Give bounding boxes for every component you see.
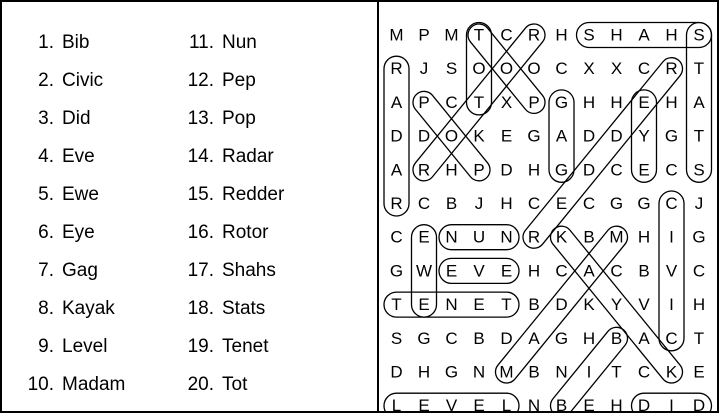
grid-letter: B bbox=[528, 295, 540, 315]
grid-letter: X bbox=[610, 59, 623, 79]
grid-letter: O bbox=[444, 126, 459, 146]
word-text: Pop bbox=[222, 108, 256, 129]
word-list-item bbox=[20, 374, 125, 396]
grid-letter: T bbox=[391, 295, 402, 315]
grid-letter: A bbox=[693, 92, 705, 112]
grid-letter: K bbox=[665, 362, 678, 382]
grid-letter: T bbox=[501, 295, 512, 315]
grid-letter: C bbox=[527, 194, 541, 213]
word-number: 10. bbox=[27, 374, 54, 395]
grid-letter: H bbox=[610, 92, 623, 112]
grid-letter: E bbox=[638, 160, 650, 180]
grid-letter: G bbox=[554, 92, 569, 112]
grid-letter: H bbox=[665, 25, 678, 45]
grid-letter: H bbox=[417, 362, 431, 382]
grid-letter: X bbox=[583, 59, 595, 79]
word-list-item bbox=[180, 70, 256, 92]
grid-letter: E bbox=[555, 194, 568, 213]
word-number: 19. bbox=[187, 336, 214, 357]
word-text: Redder bbox=[222, 184, 285, 205]
grid-letter: A bbox=[555, 126, 568, 146]
word-number: 17. bbox=[187, 260, 214, 281]
grid-letter: P bbox=[528, 92, 540, 112]
grid-letter: R bbox=[527, 25, 541, 45]
grid-letter: D bbox=[582, 160, 596, 180]
grid-letter: N bbox=[445, 295, 458, 315]
grid-letter: J bbox=[474, 194, 484, 213]
word-list-item bbox=[20, 222, 95, 244]
grid-letter: S bbox=[693, 25, 705, 45]
grid-letter: C bbox=[555, 59, 568, 79]
grid-letter: N bbox=[527, 396, 541, 413]
grid-letter: B bbox=[445, 194, 458, 213]
word-number: 18. bbox=[187, 298, 214, 319]
word-text: Tot bbox=[222, 374, 248, 395]
word-list-item bbox=[20, 32, 89, 54]
word-list-item bbox=[180, 32, 257, 54]
grid-letter: P bbox=[418, 92, 430, 112]
word-list-item bbox=[180, 108, 256, 130]
word-number: 7. bbox=[38, 260, 54, 281]
word-list-item bbox=[180, 260, 276, 282]
word-number: 11. bbox=[188, 32, 214, 53]
word-number: 12. bbox=[187, 70, 214, 91]
grid-letter: D bbox=[500, 328, 513, 348]
grid-letter: M bbox=[444, 25, 459, 45]
grid-letter: P bbox=[473, 160, 485, 180]
grid-letter: X bbox=[500, 92, 513, 112]
word-text: Ewe bbox=[62, 184, 99, 205]
grid-letter: S bbox=[693, 160, 705, 180]
found-word-loop bbox=[519, 53, 687, 252]
grid-letter: V bbox=[638, 295, 650, 315]
grid-letter: D bbox=[692, 396, 706, 413]
word-number: 20. bbox=[187, 374, 214, 395]
word-number: 1. bbox=[38, 32, 54, 53]
grid-letter: B bbox=[583, 227, 595, 247]
word-number: 5. bbox=[38, 184, 54, 205]
grid-letter: E bbox=[638, 92, 650, 112]
grid-letter: H bbox=[445, 160, 458, 180]
grid-letter: I bbox=[586, 362, 592, 382]
grid-letter: T bbox=[473, 92, 485, 112]
word-list-item bbox=[180, 374, 247, 396]
grid-letter: R bbox=[390, 59, 403, 79]
grid-letter: S bbox=[583, 25, 595, 45]
grid-letter: D bbox=[500, 160, 513, 180]
grid-letter: R bbox=[390, 194, 403, 213]
word-list-item bbox=[20, 298, 115, 320]
word-text: Bib bbox=[62, 32, 90, 53]
grid-letter: G bbox=[664, 126, 679, 146]
grid-letter: D bbox=[610, 126, 623, 146]
word-text: Kayak bbox=[62, 298, 115, 319]
word-list-item bbox=[20, 184, 99, 206]
grid-letter: E bbox=[473, 396, 485, 413]
grid-letter: J bbox=[419, 59, 429, 79]
word-list-item bbox=[180, 222, 268, 244]
grid-letter: B bbox=[638, 261, 650, 281]
word-number: 13. bbox=[187, 108, 214, 129]
word-number: 16. bbox=[187, 222, 214, 243]
word-text: Madam bbox=[62, 374, 126, 395]
grid-letter: G bbox=[554, 160, 569, 180]
grid-letter: T bbox=[693, 126, 705, 146]
grid-letter: E bbox=[583, 396, 595, 413]
grid-letter: C bbox=[665, 328, 678, 348]
grid-letter: C bbox=[665, 160, 678, 180]
grid-letter: K bbox=[473, 126, 485, 146]
grid-letter: S bbox=[445, 59, 458, 79]
grid-letter: B bbox=[528, 362, 540, 382]
grid-letter: C bbox=[610, 160, 623, 180]
grid-letter: M bbox=[499, 362, 514, 382]
grid-letter: C bbox=[637, 59, 651, 79]
grid-letter: R bbox=[527, 227, 541, 247]
word-list-item bbox=[180, 146, 274, 168]
grid-letter: H bbox=[582, 92, 596, 112]
grid-letter: E bbox=[418, 295, 430, 315]
grid-letter: C bbox=[692, 261, 706, 281]
grid-letter: G bbox=[527, 126, 541, 146]
word-number: 9. bbox=[38, 336, 54, 357]
grid-letter: O bbox=[472, 59, 486, 79]
grid-letter: R bbox=[665, 59, 678, 79]
grid-letter: C bbox=[610, 261, 623, 281]
grid-letter: H bbox=[692, 295, 706, 315]
word-list-item bbox=[20, 260, 98, 282]
grid-letter: H bbox=[500, 194, 513, 213]
word-number: 4. bbox=[38, 146, 54, 167]
grid-letter: G bbox=[417, 328, 431, 348]
grid-letter: D bbox=[390, 126, 403, 146]
word-list-item bbox=[180, 184, 284, 206]
word-text: Tenet bbox=[222, 336, 269, 357]
grid-letter: A bbox=[638, 25, 650, 45]
word-number: 3. bbox=[38, 108, 54, 129]
word-text: Did bbox=[62, 108, 91, 129]
grid-letter: H bbox=[527, 160, 541, 180]
word-text: Radar bbox=[222, 146, 274, 167]
grid-letter: D bbox=[582, 126, 596, 146]
grid-letter: A bbox=[528, 328, 540, 348]
grid-letter: V bbox=[445, 396, 458, 413]
grid-letter: G bbox=[444, 362, 459, 382]
grid-letter: N bbox=[472, 362, 486, 382]
grid-letter: C bbox=[637, 362, 651, 382]
grid-letter: K bbox=[583, 295, 595, 315]
grid-letter: C bbox=[445, 328, 458, 348]
word-text: Eve bbox=[62, 146, 95, 167]
grid-letter: A bbox=[390, 92, 403, 112]
word-text: Rotor bbox=[222, 222, 269, 243]
grid-letter: E bbox=[473, 295, 485, 315]
grid-letter: N bbox=[445, 227, 458, 247]
word-list-item bbox=[180, 336, 268, 358]
grid-letter: M bbox=[389, 25, 404, 45]
grid-letter: A bbox=[583, 261, 595, 281]
grid-letter: C bbox=[555, 261, 568, 281]
word-number: 15. bbox=[187, 184, 214, 205]
grid-letter: I bbox=[669, 295, 674, 315]
grid-letter: Y bbox=[638, 126, 650, 146]
grid-letter: O bbox=[527, 59, 541, 79]
grid-letter: L bbox=[501, 396, 512, 413]
grid-letter: E bbox=[500, 261, 513, 281]
word-text: Nun bbox=[222, 32, 257, 53]
grid-letter: B bbox=[555, 396, 568, 413]
grid-letter: D bbox=[555, 295, 568, 315]
grid-letter: I bbox=[669, 396, 674, 413]
grid-letter: L bbox=[391, 396, 402, 413]
grid-letter: H bbox=[555, 25, 568, 45]
word-list-item bbox=[20, 70, 103, 92]
grid-letter: K bbox=[555, 227, 568, 247]
grid-letter: G bbox=[637, 194, 651, 213]
grid-letter: V bbox=[473, 261, 485, 281]
grid-letter: P bbox=[418, 25, 430, 45]
grid-letter: E bbox=[500, 126, 513, 146]
word-text: Stats bbox=[222, 298, 266, 319]
grid-letter: N bbox=[500, 227, 513, 247]
grid-letter: S bbox=[390, 328, 403, 348]
word-list-item bbox=[180, 298, 265, 320]
grid-letter: G bbox=[609, 194, 624, 213]
grid-letter: Y bbox=[610, 295, 623, 315]
word-list-item bbox=[20, 146, 95, 168]
grid-letter: H bbox=[665, 92, 678, 112]
grid-letter: E bbox=[418, 396, 430, 413]
word-number: 2. bbox=[38, 70, 54, 91]
grid-letter: G bbox=[389, 261, 404, 281]
grid-letter: E bbox=[418, 227, 430, 247]
grid-letter: D bbox=[417, 126, 431, 146]
word-text: Shahs bbox=[222, 260, 276, 281]
grid-letter: R bbox=[417, 160, 431, 180]
grid-letter: T bbox=[611, 362, 622, 382]
word-text: Level bbox=[62, 336, 108, 357]
grid-letter: O bbox=[499, 59, 514, 79]
grid-letter: A bbox=[390, 160, 403, 180]
grid-letter: T bbox=[693, 328, 705, 348]
grid-letter: B bbox=[473, 328, 485, 348]
word-list-item bbox=[20, 336, 107, 358]
grid-letter: D bbox=[390, 362, 403, 382]
grid-letter: G bbox=[692, 227, 706, 247]
grid-letter: H bbox=[527, 261, 541, 281]
grid-letter: E bbox=[445, 261, 458, 281]
grid-letter: N bbox=[555, 362, 568, 382]
grid-letter: T bbox=[473, 25, 485, 45]
word-number: 8. bbox=[38, 298, 54, 319]
grid-letter: H bbox=[610, 396, 623, 413]
grid-letter: J bbox=[694, 194, 704, 213]
grid-letter: T bbox=[693, 59, 705, 79]
grid-letter: W bbox=[415, 261, 433, 281]
grid-letter: D bbox=[637, 396, 651, 413]
word-text: Civic bbox=[62, 70, 104, 91]
grid-letter: H bbox=[637, 227, 651, 247]
grid-letter: I bbox=[669, 227, 674, 247]
grid-letter: C bbox=[665, 194, 678, 213]
grid-letter: C bbox=[500, 25, 513, 45]
word-text: Gag bbox=[62, 260, 98, 281]
word-text: Pep bbox=[222, 70, 256, 91]
grid-letter: C bbox=[417, 194, 431, 213]
grid-letter: C bbox=[390, 227, 403, 247]
grid-letter: C bbox=[445, 92, 458, 112]
grid-letter: B bbox=[610, 328, 623, 348]
grid-letter: G bbox=[554, 328, 569, 348]
grid-letter: H bbox=[582, 328, 596, 348]
letter-grid bbox=[379, 2, 719, 413]
word-text: Eye bbox=[62, 222, 95, 243]
grid-letter: V bbox=[665, 261, 678, 281]
grid-letter: E bbox=[693, 362, 705, 382]
word-list-item bbox=[20, 108, 91, 130]
word-number: 14. bbox=[187, 146, 214, 167]
grid-letter: H bbox=[610, 25, 623, 45]
grid-letter: U bbox=[472, 227, 486, 247]
grid-letter: A bbox=[638, 328, 650, 348]
grid-letter: M bbox=[609, 227, 624, 247]
grid-letter: C bbox=[582, 194, 596, 213]
word-number: 6. bbox=[38, 222, 54, 243]
